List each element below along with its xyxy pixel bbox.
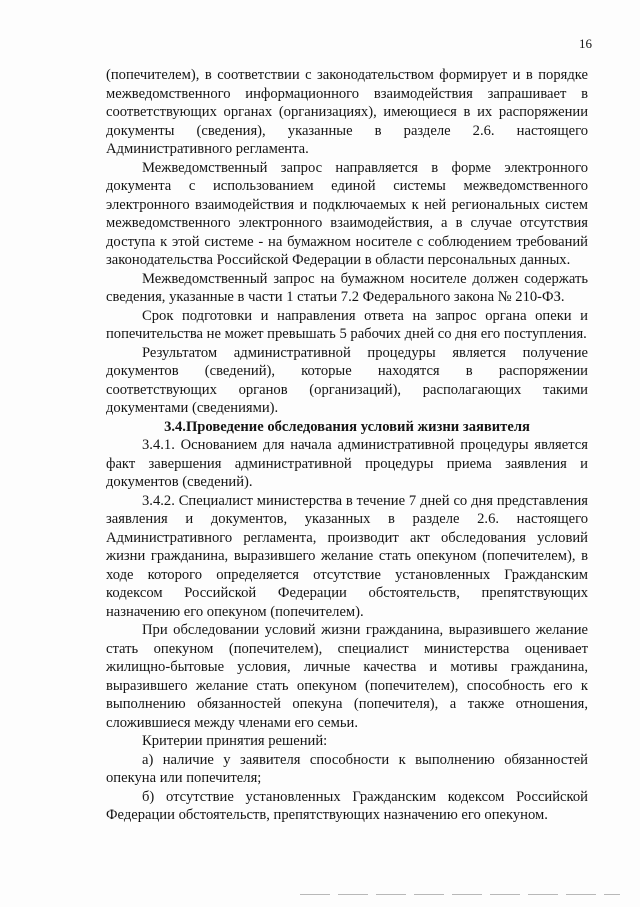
paragraph: Межведомственный запрос направляется в форме электронного документа с использованием единой системы межведомственного электронного взаимодействия и подключаемых к ней региональных систем межведомственного электронного взаимодействия, а в случае отсутствия доступа к этой системе - на бумажном носителе с соблюдением требований законодательства Российской Федерации в области персональных данных. bbox=[106, 159, 588, 268]
scan-artifact-line bbox=[300, 894, 620, 895]
list-item: б) отсутствие установленных Гражданским кодексом Российской Федерации обстоятельств, препятствующих назначению его опекуном. bbox=[106, 788, 588, 823]
document-body bbox=[106, 66, 588, 825]
section-heading: 3.4.Проведение обследования условий жизни заявителя bbox=[164, 418, 530, 435]
paragraph: (попечителем), в соответствии с законодательством формирует и в порядке межведомственного информационного взаимодействия запрашивает в соответствующих органах (организациях), имеющиеся в их распоряжении документы (сведения), указанные в разделе 2.6. настоящего Административного регламента. bbox=[106, 67, 588, 157]
paragraph: Срок подготовки и направления ответа на запрос органа опеки и попечительства не может превышать 5 рабочих дней со дня его поступления. bbox=[106, 307, 588, 342]
paragraph: При обследовании условий жизни гражданина, выразившего желание стать опекуном (попечителем), специалист министерства оценивает жилищно-бытовые условия, личные качества и мотивы гражданина, выразившего желание стать опекуном (попечителем), способность его к выполнению обязанностей опекуна (попечителя), а также отношения, сложившиеся между членами его семьи. bbox=[106, 622, 588, 731]
paragraph: 3.4.1. Основанием для начала административной процедуры является факт завершения административной процедуры приема заявления и документов (сведений). bbox=[106, 437, 588, 490]
paragraph: Результатом административной процедуры является получение документов (сведений), которые находятся в распоряжении соответствующих органов (организаций), располагающих такими документами (сведениями). bbox=[106, 344, 588, 416]
list-item: а) наличие у заявителя способности к выполнению обязанностей опекуна или попечителя; bbox=[106, 751, 588, 786]
page-number: 16 bbox=[579, 36, 592, 51]
paragraph: Критерии принятия решений: bbox=[142, 733, 328, 749]
paragraph: 3.4.2. Специалист министерства в течение 7 дней со дня представления заявления и документов, указанных в разделе 2.6. настоящего Административного регламента, производит акт обследования условий жизни гражданина, выразившего желание стать опекуном (попечителем), в ходе которого определяется отсутствие установленных Гражданским кодексом Российской Федерации обстоятельств, препятствующих назначению его опекуном (попечителем). bbox=[106, 492, 588, 620]
paragraph: Межведомственный запрос на бумажном носителе должен содержать сведения, указанные в части 1 статьи 7.2 Федерального закона № 210-ФЗ. bbox=[106, 270, 588, 305]
